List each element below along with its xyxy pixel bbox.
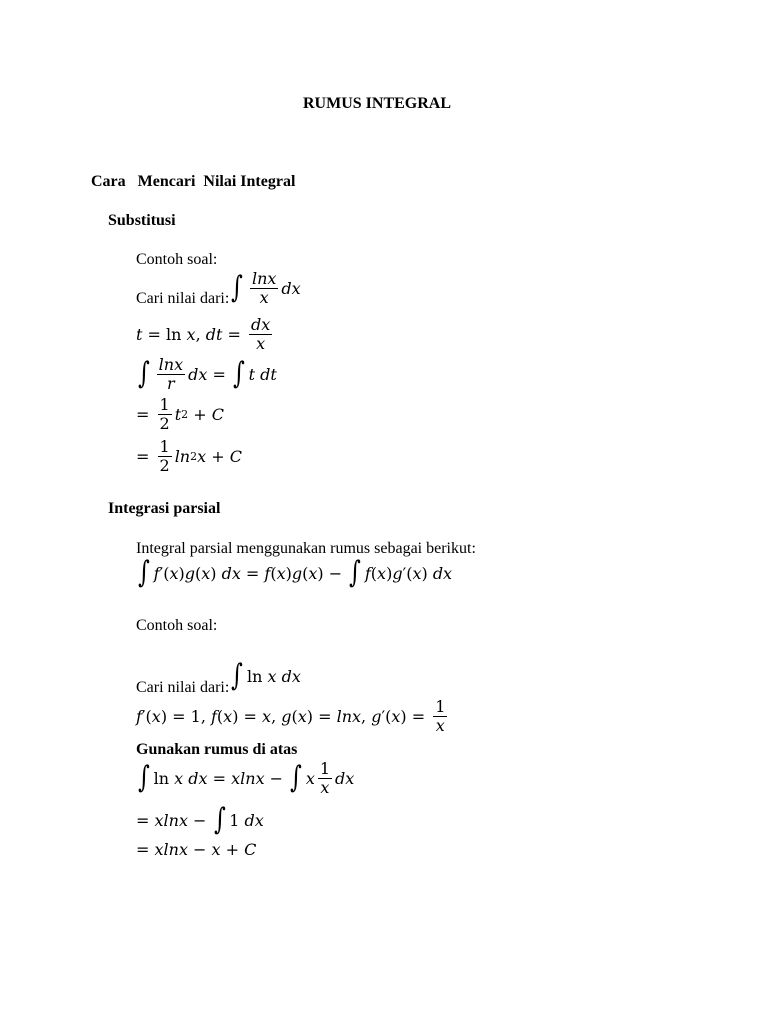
parsial-step-4: = xlnx − x + C [136,840,257,859]
parsial-contoh-label: Contoh soal: [136,617,218,634]
parsial-problem-formula: ∫ ln x dx [231,658,301,693]
substitusi-contoh-label: Contoh soal: [136,251,218,268]
parsial-cari-label: Cari nilai dari: [136,679,230,696]
page-title: RUMUS INTEGRAL [303,95,452,112]
parsial-step-1: f ′( x ) = 1, f ( x ) = x , g ( x ) = lnx , g ′( x ) = $\frac{1}{x}$ [136,697,446,735]
substitusi-heading: Substitusi [108,212,176,229]
parsial-problem [136,655,301,697]
section-heading: Cara Mencari Nilai Integral [91,173,296,190]
substitusi-cari-label: Cari nilai dari: [136,290,230,307]
substitusi-problem [136,268,301,308]
substitusi-step-4: = $\frac{1}{2}$ ln 2 x + C [136,437,242,475]
parsial-step-2: ∫ ln x dx = xlnx − ∫ x $\frac{1}{x}$ dx [137,759,355,797]
parsial-heading: Integrasi parsial [108,500,221,517]
substitusi-step-2: ∫ $\frac{\ln x}{r}$ dx = ∫ t dt [137,355,277,393]
substitusi-step-1: t = ln x , dt = $\frac{dx}{x}$ [136,315,271,353]
parsial-intro: Integral parsial menggunakan rumus sebagai berikut: [136,540,476,557]
substitusi-problem-formula: ∫ $\frac{\ln x}{x}$ dx [231,268,301,307]
parsial-gunakan-label: Gunakan rumus di atas [136,741,298,758]
substitusi-step-3: = $\frac{1}{2}$ t 2 + C [136,395,224,433]
parsial-step-3: = xlnx − ∫ 1 dx [136,802,264,837]
parsial-formula: ∫ f ′( x ) g ( x ) dx = f ( x ) g ( x ) − ∫ f ( x ) g ′( x ) dx [137,555,453,590]
